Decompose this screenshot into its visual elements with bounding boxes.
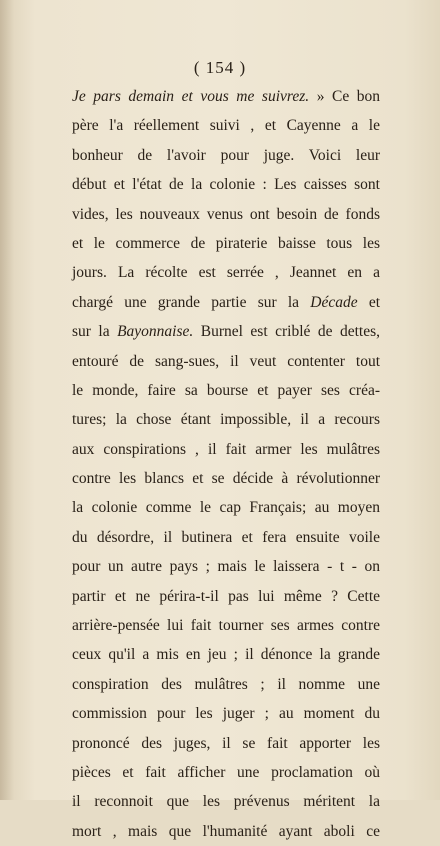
text-segment: début et l'état de la colonie : Les caisses sont: [72, 176, 380, 194]
text-line: [72, 640, 380, 669]
text-line: [72, 82, 380, 111]
text-segment: et le commerce de piraterie baisse tous les: [72, 234, 380, 252]
text-line: [72, 405, 380, 434]
text-segment: du désordre, il butinera et fera ensuite voile: [72, 528, 380, 546]
text-segment: contre les blancs et se décide à révolutionner: [72, 470, 380, 488]
page-number: ( 154 ): [193, 58, 247, 77]
text-segment: partir et ne périra-t-il pas lui même ? Cette: [72, 587, 380, 605]
text-segment: pièces et fait afficher une proclamation où: [72, 763, 380, 781]
text-line: [72, 347, 380, 376]
text-segment: arrière-pensée lui fait tourner ses armes contre: [72, 617, 380, 635]
text-segment: prononcé des juges, il se fait apporter les: [72, 734, 380, 752]
text-line: [72, 552, 380, 581]
text-line: [72, 699, 380, 728]
text-segment: pour un autre pays ; mais le laissera - t - on: [72, 558, 380, 576]
text-segment: ceux qu'il a mis en jeu ; il dénonce la grande: [72, 646, 380, 664]
text-segment: le monde, faire sa bourse et payer ses créa-: [72, 381, 380, 399]
text-segment: conspiration des mulâtres ; il nomme une: [72, 675, 380, 693]
text-line: [72, 288, 380, 317]
text-line: [72, 170, 380, 199]
text-line: [72, 493, 380, 522]
text-line: [72, 582, 380, 611]
text-line: [72, 141, 380, 170]
text-line: [72, 787, 380, 816]
text-line: [72, 229, 380, 258]
text-line: [72, 758, 380, 787]
text-segment: père l'a réellement suivi , et Cayenne a le: [72, 117, 380, 135]
text-segment: » Ce bon: [309, 88, 381, 105]
italic-text: Décade: [310, 293, 358, 311]
text-segment: entouré de sang-sues, il veut contenter tout: [72, 352, 380, 370]
text-segment: aux conspirations , il fait armer les mulâtres: [72, 440, 380, 458]
text-line: [72, 376, 380, 405]
page-edge-shadow: [0, 0, 14, 800]
text-segment: commission pour les juger ; au moment du: [72, 705, 380, 723]
italic-text: Bayonnaise.: [117, 323, 194, 341]
text-line: [72, 464, 380, 493]
text-segment: chargé une grande partie sur la: [72, 293, 311, 311]
text-line: [72, 611, 380, 640]
text-line: [72, 111, 380, 140]
text-line: [72, 200, 380, 229]
text-segment: mort , mais que l'humanité ayant aboli ce: [72, 822, 380, 840]
body-text: [72, 82, 380, 846]
text-segment: sur la: [72, 323, 118, 341]
text-line: [72, 523, 380, 552]
text-segment: vides, les nouveaux venus ont besoin de fonds: [72, 205, 380, 223]
text-segment: Burnel est criblé de dettes,: [193, 323, 380, 341]
italic-text: Je pars demain et vous me suivrez.: [72, 88, 310, 105]
text-line: [72, 670, 380, 699]
text-segment: jours. La récolte est serrée , Jeannet en a: [72, 264, 380, 282]
text-line: [72, 435, 380, 464]
text-line: [72, 317, 380, 346]
text-segment: la colonie comme le cap Français; au moyen: [72, 499, 380, 517]
text-line: [72, 258, 380, 287]
text-segment: tures; la chose étant impossible, il a recours: [72, 411, 380, 429]
text-line: [72, 817, 380, 846]
text-segment: et: [357, 293, 381, 311]
text-segment: il reconnoit que les prévenus méritent la: [72, 793, 380, 811]
text-line: [72, 729, 380, 758]
text-segment: bonheur de l'avoir pour juge. Voici leur: [72, 146, 380, 164]
